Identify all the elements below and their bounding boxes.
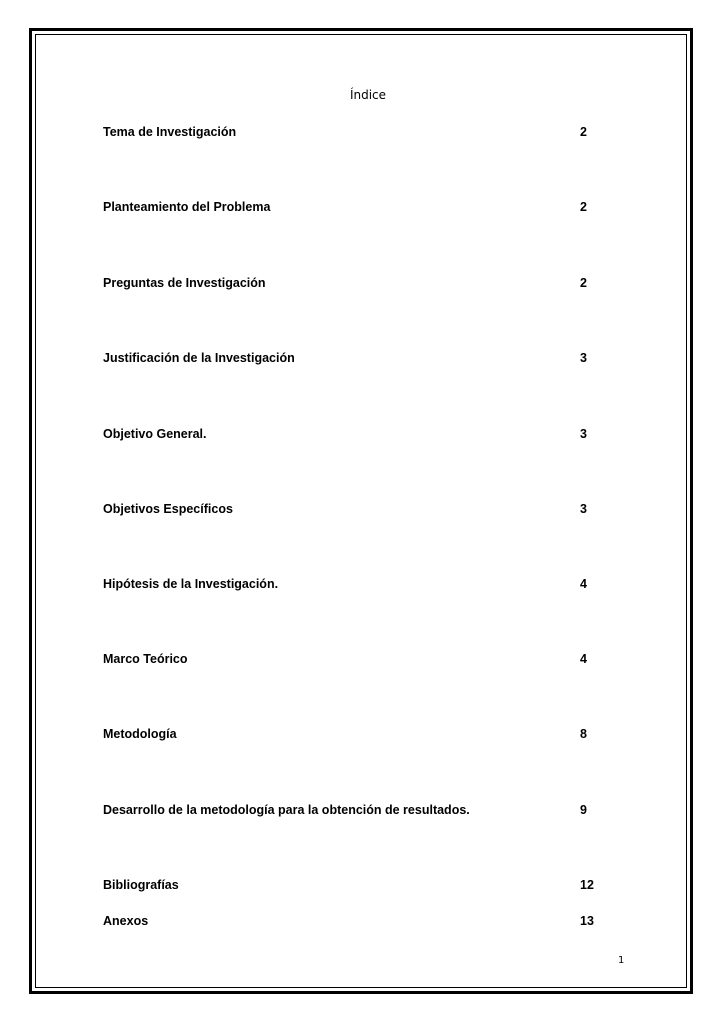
toc-entry-label: Objetivos Específicos [103,502,233,516]
toc-entry-label: Bibliografías [103,878,179,892]
toc-entry-tema [103,125,623,145]
toc-entry-objetivos-especificos [103,502,623,522]
toc-entry-page: 9 [580,803,587,817]
toc-entry-preguntas [103,276,623,296]
toc-entry-objetivo-general [103,427,623,447]
toc-entry-justificacion [103,351,623,371]
toc-entry-page: 2 [580,200,587,214]
toc-entry-label: Tema de Investigación [103,125,237,139]
toc-entry-page: 3 [580,427,587,441]
toc-entry-label: Preguntas de Investigación [103,276,266,290]
toc-entry-page: 8 [580,727,587,741]
toc-entry-page: 3 [580,502,587,516]
toc-entry-label: Objetivo General. [103,427,207,441]
toc-entry-label: Hipótesis de la Investigación. [103,577,279,591]
toc-entry-metodologia [103,727,623,747]
index-title: Índice [349,88,387,102]
toc-entry-page: 4 [580,652,587,666]
toc-entry-page: 2 [580,276,587,290]
toc-entry-label: Desarrollo de la metodología para la obtención de resultados. [103,803,470,817]
toc-entry-hipotesis [103,577,623,597]
toc-entry-label: Anexos [103,914,149,928]
toc-entry-page: 4 [580,577,587,591]
toc-entry-label: Metodología [103,727,177,741]
page-number: 1 [618,955,625,966]
toc-entry-marco-teorico [103,652,623,672]
toc-entry-label: Marco Teórico [103,652,188,666]
toc-entry-anexos [103,914,623,934]
toc-entry-page: 3 [580,351,587,365]
toc-entry-desarrollo [103,803,623,823]
toc-entry-label: Justificación de la Investigación [103,351,295,365]
toc-entry-label: Planteamiento del Problema [103,200,271,214]
toc-entry-planteamiento [103,200,623,220]
toc-entry-page: 2 [580,125,587,139]
toc-entry-page: 12 [580,878,594,892]
toc-entry-page: 13 [580,914,594,928]
toc-entry-bibliografias [103,878,623,898]
